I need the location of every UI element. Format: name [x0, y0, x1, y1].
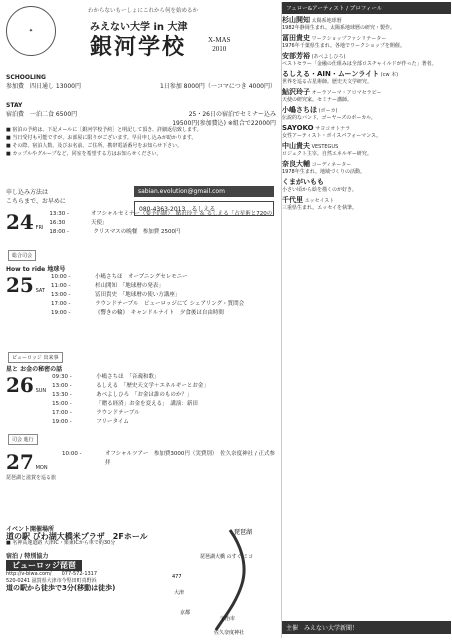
schooling-heading: SCHOOLING [6, 74, 46, 81]
venue-name: 道の駅 びわ湖大橋米プラザ 2Fホール [6, 532, 148, 541]
xmas-badge [208, 36, 231, 54]
profile-item [282, 35, 451, 50]
venue-note: ■ 名神高速道路 大津IC・栗東ICから車で約30分 [6, 540, 116, 546]
profile-item [282, 143, 451, 158]
profile-item [282, 197, 451, 212]
profile-item [282, 107, 451, 122]
schooling-day-fee: 1日参加 8000円（一コマにつき 4000円） [159, 83, 276, 90]
profile-text: 女性アーティスト・ボイスパフォーマンス。 [282, 133, 382, 139]
event-desc: あべよしひろ 「お金は誰のものか？」 [96, 392, 193, 398]
event-row [52, 391, 276, 400]
day-of-week: SAT [35, 288, 45, 294]
map-label: 大津 [174, 590, 185, 596]
event-time: 17:00 - [52, 410, 72, 416]
day-of-week: SUN [35, 388, 47, 394]
event-time: 17:00 - [50, 301, 71, 307]
xmas-label: X-MAS [208, 36, 231, 44]
day-number: 26 [6, 373, 34, 397]
year-label: 2010 [212, 45, 227, 53]
side-tag: ビューロッジ 出来事 [8, 352, 63, 363]
lodge-phone[interactable]: 077-572-1317 [61, 571, 98, 577]
profile-item [282, 179, 451, 194]
profile-role: (ボーカ) [318, 108, 338, 114]
event-time: 18:00 - [49, 229, 70, 235]
area-map [170, 524, 278, 636]
schooling-fee: 参加費 四日通し 13000円 [6, 83, 81, 90]
contact-phone[interactable]: 080-4363-2013 るしえる [134, 201, 274, 216]
day-subtitle: 星と お金の秘密の話 [6, 366, 63, 373]
profile-role: VESTEGUS [311, 144, 339, 150]
day-subtitle: How to ride 地球号 [6, 266, 66, 273]
event-desc: 杉山開知 「地球暦の発表」 [94, 283, 164, 289]
event-row [52, 418, 276, 427]
event-time: 13:00 - [52, 383, 72, 389]
event-time: 13:00 - [50, 292, 71, 298]
profile-text: 伝説的なバンド、ゴーヤーズのボーカル。 [282, 115, 376, 121]
day-subtitle: 琵琶湖と滋賀を巡る旅 [6, 475, 57, 481]
side-tag: 司会 進行 [8, 434, 38, 445]
profile-role: (あべよしひろ) [311, 54, 346, 60]
event-time: 19:00 - [50, 310, 71, 316]
event-row [51, 282, 276, 291]
event-desc: 《響きの輪》 キャンドルナイト 夕食後は自由時間 [94, 310, 224, 316]
profile-role: 太陽系地球暦 [311, 18, 342, 24]
event-row [52, 382, 276, 391]
profile-text: 三重県生まれ。エッセイを執筆。 [282, 205, 358, 211]
lake-shape [216, 530, 244, 630]
lodge-note: 道の駅から徒歩で3分(移動は徒歩) [6, 584, 116, 592]
event-time: 19:00 - [52, 419, 72, 425]
event-desc: ラウンドテーブル [96, 410, 140, 416]
profile-text: 1978年生まれ。地域づくりの活動。 [282, 169, 366, 175]
profile-item [282, 71, 451, 86]
day-of-week: FRI [35, 225, 44, 231]
event-desc: 「贈る経済」お金を変える」 講演：新田 [96, 401, 198, 407]
apply-line-2: こちらまで、お早めに [6, 198, 66, 205]
profile-text: 小さい頃から絵を描くのが好き。 [282, 187, 357, 193]
profile-role: ワークショップファシリテーター [311, 36, 387, 42]
day-24 [6, 210, 276, 237]
profile-item [282, 161, 451, 176]
event-desc: フリータイム [96, 419, 129, 425]
event-time: 10:00 - [62, 451, 82, 457]
event-row [52, 400, 276, 409]
day-number: 25 [6, 273, 34, 297]
lodge-name: ビューロッジ琵琶 [6, 560, 82, 571]
organizer-box: 主催 みえない大学新聞！ [282, 621, 451, 634]
profile-item [282, 125, 451, 140]
lodge-address: 520-0241 滋賀県大津市今堅田町真野浜 [6, 578, 97, 584]
event-row [52, 373, 276, 382]
profile-name: 冨田貴史 [282, 34, 310, 42]
note-item: ■ 宿泊の予約は、下記メールに［銀河学校予約］と明記して頂き、詳細返信致します。 [6, 127, 202, 133]
profile-text: ロジェクト主宰。自然エネルギー研究。 [282, 151, 372, 157]
event-location-label: イベント開催場所 [6, 526, 55, 533]
map-label: 477 [172, 574, 182, 580]
event-time: 13:30 - 16:30 [49, 211, 70, 226]
profile-text: 世界を巡る占星術師。歴史天文学研究。 [282, 79, 373, 85]
notes-list [6, 126, 276, 158]
event-desc: オフシャルセミナー（要予約制） 鮎沢玲子 ＆ るしえる「占星術と720の天使」 [90, 211, 273, 226]
profile-role: コーディネーター [311, 162, 352, 168]
map-label: 佐久奈度神社 [214, 630, 245, 636]
profile-role: エッセイスト [304, 198, 335, 204]
title-big: 銀河学校 [90, 34, 187, 60]
event-row [52, 409, 276, 418]
event-time: 13:30 - [52, 392, 72, 398]
day-number: 24 [6, 210, 34, 234]
event-row [51, 309, 276, 318]
left-column [2, 2, 278, 638]
profile-item [282, 53, 451, 68]
profile-name: SAYOKO [282, 124, 314, 132]
map-label: 京都 [180, 610, 191, 616]
apply-info [6, 188, 126, 206]
profile-heading: フェロー&アーティスト / プロフィール [282, 2, 451, 14]
profile-text: ベストセラー「金融の仕組みは全部ロスチャイルドが作った」著者。 [282, 61, 437, 67]
stay-note-2: 19500円(参加費込) ※組合で22000円 [172, 120, 276, 127]
map-label: 琵琶湖 [234, 529, 253, 536]
event-time: 10:00 - [50, 274, 71, 280]
stay-note-1: 25・26日の宿泊でセミナー込み [188, 111, 276, 118]
right-column [281, 2, 451, 638]
profile-text: 天使の研究家。セミナー講師。 [282, 97, 353, 103]
profile-text: 1982年静岡生まれ。太陽系地球暦の研究・製作。 [282, 25, 396, 31]
profile-name: 鮎沢玲子 [282, 88, 310, 96]
event-desc: 小嶋さちほ 「音魂和歌」 [96, 374, 160, 380]
day-number: 27 [6, 450, 34, 474]
profile-role: (cw 本) [380, 72, 399, 78]
note-item: ■ その際、宿泊人数、及びお名前、ご住所、携帯電話番号をお知らせ下さい。 [6, 143, 183, 149]
event-row [49, 228, 276, 237]
map-label: 琵琶湖大橋 のすぐ ミコ [200, 554, 254, 560]
event-desc: クリスマスの晩餐 参加費 2500円 [93, 229, 181, 235]
profile-name: 安部芳裕 [282, 52, 310, 60]
event-desc: 小嶋さちほ オープニングセレモニー [94, 274, 188, 280]
profile-name: 小嶋さちほ [282, 106, 317, 114]
profile-name: 千代里 [282, 196, 303, 204]
contact-email[interactable]: sabian.evolution@gmail.com [134, 186, 274, 197]
note-item: ■ カップルやグループなど、同室を希望する方はお知らせください。 [6, 151, 162, 157]
profile-item [282, 17, 451, 32]
event-time: 11:00 - [50, 283, 71, 289]
event-desc: 冨田貴史 「地球暦の使い方講座」 [94, 292, 181, 298]
event-row [51, 300, 276, 309]
schooling-section [6, 74, 276, 90]
day-25 [6, 264, 276, 318]
profile-role: サヨコオトナラ [315, 126, 351, 132]
event-desc: るしえる 「歴史天文学＋エネルギーとお金」 [96, 383, 209, 389]
apply-line-1: 申し込み方法は [6, 189, 49, 196]
profile-text: 1976年千葉県生まれ。各地でワークショップを開催。 [282, 43, 405, 49]
side-tag: 総合司会 [8, 250, 36, 261]
day-26 [6, 364, 276, 427]
stay-heading: STAY [6, 102, 23, 109]
profile-role: オーラソーマ・アロマセラピー [311, 90, 382, 96]
profile-name: くまがいもも [282, 178, 324, 186]
tagline: わからないもーしょにこれから何を始めるか [88, 8, 199, 14]
event-time: 09:30 - [52, 374, 72, 380]
note-item: ■ 当日受付も可能ですが、お部屋に限りがございます。早目申し込みが助かります。 [6, 135, 197, 141]
emblem-logo: ✦ [6, 6, 56, 56]
stay-section [6, 102, 276, 127]
stay-fee: 宿泊費 一泊二食 6500円 [6, 111, 78, 118]
event-row [51, 291, 276, 300]
profile-item [282, 89, 451, 104]
title-small: みえない大学 in 大津 [90, 22, 188, 33]
profile-list [282, 17, 451, 212]
profile-name: 奈良大輔 [282, 160, 310, 168]
profile-name: るしえる・AIN・ムーンライト [282, 70, 380, 78]
event-desc: ラウンドテーブル ビューロッジにて シェアリング・質問会 [94, 301, 245, 307]
event-desc: オフシャルツアー 参加費3000円（実費別） 佐久奈度神社 / 正式参拝 [105, 451, 275, 466]
map-label: 宇治市 [220, 616, 236, 622]
day-27 [6, 450, 276, 481]
day-of-week: MON [35, 465, 48, 471]
event-row [51, 273, 276, 282]
lodge-url[interactable]: http://v-biwa.com/ [6, 571, 52, 577]
lodging-label: 宿泊 / 特別協力 [6, 553, 49, 560]
event-row [49, 210, 276, 228]
profile-name: 中山貴夫 [282, 142, 310, 150]
profile-name: 杉山開知 [282, 16, 310, 24]
event-time: 15:00 - [52, 401, 72, 407]
event-row [62, 450, 276, 468]
